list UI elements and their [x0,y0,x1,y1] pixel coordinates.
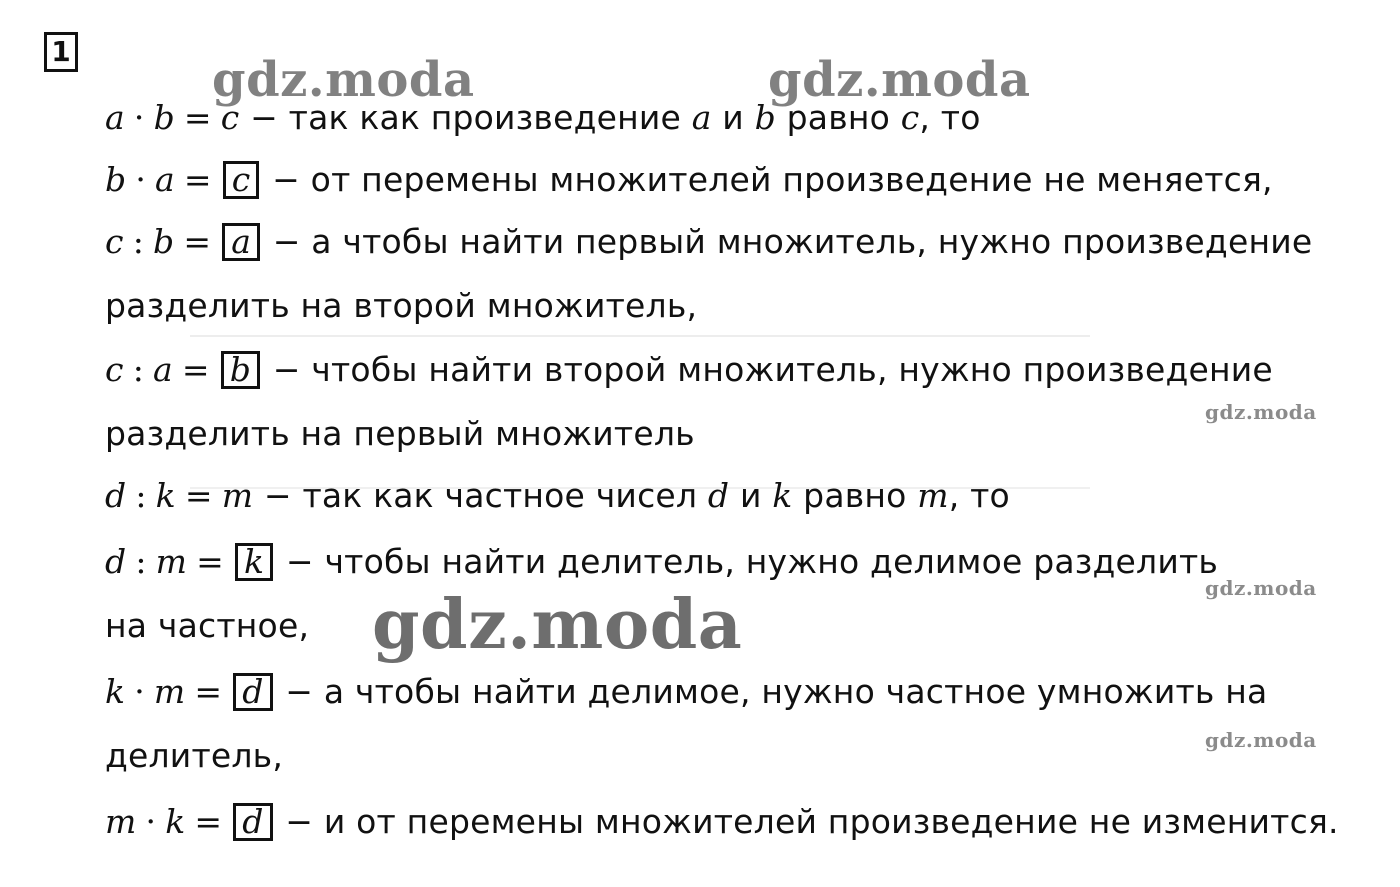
text: равно [792,476,918,515]
var: k [155,476,176,515]
line-6 [105,414,695,454]
line-10 [105,672,1267,712]
text: равно [775,98,901,137]
watermark: gdz.moda [1205,400,1317,424]
text: и [711,98,755,137]
answer-box: b [221,351,260,389]
explanation: − а чтобы найти делимое, нужно частное умножить на [274,672,1268,711]
explanation: − а чтобы найти первый множитель, нужно произведение [262,222,1313,261]
var: b [153,222,175,261]
explanation: на частное, [105,606,310,645]
var: k [105,672,126,711]
answer-box: d [233,673,272,711]
operator: = [194,802,223,841]
operator: = [183,160,212,199]
operator: = [181,350,210,389]
explanation: − так как произведение [239,98,692,137]
operator: · [133,98,145,137]
var: a [691,98,712,137]
answer-box: d [233,803,272,841]
explanation: − и от перемены множителей произведение не изменится. [274,802,1339,841]
line-3 [105,222,1312,262]
explanation: разделить на первый множитель [105,414,695,453]
var: c [105,222,124,261]
watermark: gdz.moda [1205,576,1317,600]
watermark: gdz.moda [1205,728,1317,752]
var: c [220,98,240,137]
var: m [105,802,137,841]
text: и [729,476,773,515]
var: k [165,802,186,841]
operator: · [134,672,145,711]
line-7 [105,476,1010,516]
var: m [153,672,186,711]
var: d [707,476,730,515]
explanation: − от перемены множителей произведение не меняется, [261,160,1273,199]
explanation: − так как частное чисел [253,476,708,515]
line-1 [105,98,981,138]
line-8 [105,542,1218,582]
var: m [221,476,254,515]
watermark: gdz.moda [372,585,743,665]
operator: = [196,542,225,581]
line-2 [105,160,1273,200]
operator: : [135,542,147,581]
var: b [105,160,127,199]
task-number: 1 [44,32,78,72]
line-4 [105,286,697,326]
var: d [105,542,127,581]
var: c [105,350,124,389]
text: , то [919,98,981,137]
explanation: делитель, [105,736,284,775]
line-5 [105,350,1273,390]
operator: : [132,222,145,261]
operator: = [183,222,212,261]
var: d [105,476,127,515]
line-9 [105,606,309,646]
watermark: gdz.moda [212,52,475,108]
var: m [917,476,949,515]
answer-box: c [223,161,260,199]
operator: = [183,98,212,137]
var: b [153,98,175,137]
line-12 [105,802,1339,842]
watermark: gdz.moda [768,52,1031,108]
operator: = [194,672,223,711]
var: k [772,476,793,515]
var: b [754,98,776,137]
var: m [155,542,188,581]
answer-box: a [222,223,260,261]
text: , то [948,476,1010,515]
operator: : [135,476,147,515]
operator: · [135,160,147,199]
explanation: − чтобы найти делитель, нужно делимое разделить [275,542,1219,581]
var: c [900,98,920,137]
explanation: − чтобы найти второй множитель, нужно произведение [262,350,1273,389]
operator: · [145,802,157,841]
var: a [155,160,175,199]
operator: : [132,350,145,389]
answer-box: k [235,543,273,581]
var: a [105,98,125,137]
explanation: разделить на второй множитель, [105,286,698,325]
operator: = [184,476,213,515]
var: a [153,350,173,389]
line-11 [105,736,283,776]
